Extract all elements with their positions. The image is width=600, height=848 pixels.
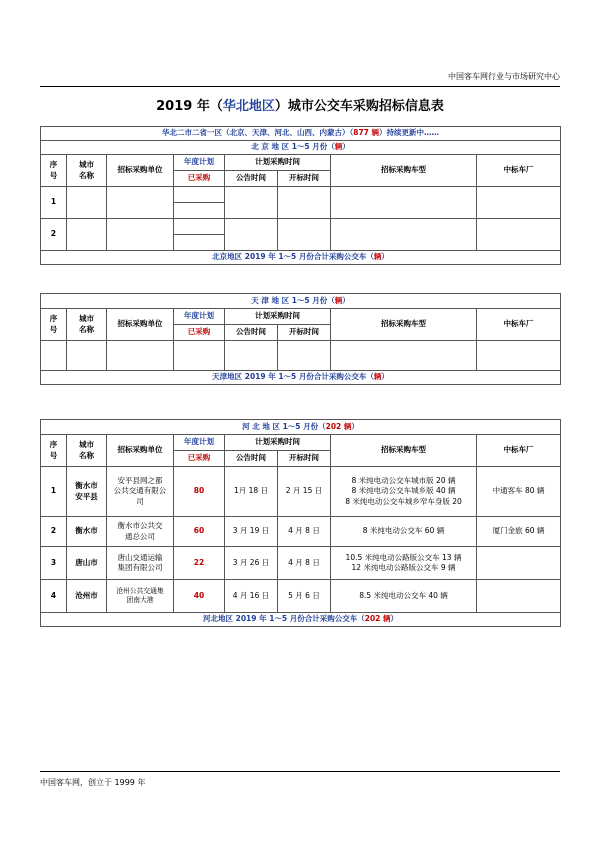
seq-cell: 1 bbox=[41, 467, 67, 517]
model-cell: 8.5 米纯电动公交车 40 辆 bbox=[331, 580, 477, 613]
announce-cell bbox=[225, 187, 278, 219]
beijing-total-count: 辆 bbox=[373, 252, 382, 262]
header-org: 中国客车网行业与市场研究中心 bbox=[448, 72, 560, 81]
qty-cell: 22 bbox=[174, 547, 225, 580]
footer-divider bbox=[40, 771, 560, 772]
col-city-l2: 名称 bbox=[79, 324, 94, 334]
col-announce: 公告时间 bbox=[225, 451, 278, 467]
col-model: 招标采购车型 bbox=[331, 155, 477, 187]
col-city-l1: 城市 bbox=[79, 160, 94, 170]
empty-cell bbox=[278, 341, 331, 371]
title-region: 华北地区 bbox=[222, 99, 275, 114]
table-row bbox=[41, 580, 561, 613]
open-cell bbox=[278, 219, 331, 251]
beijing-title-count: 辆 bbox=[334, 142, 343, 152]
col-city bbox=[67, 309, 107, 341]
hebei-title-count: 202 辆 bbox=[325, 421, 352, 431]
title-suffix: ）城市公交车采购招标信息表 bbox=[274, 99, 444, 114]
qty-cell: 80 bbox=[174, 467, 225, 517]
beijing-total bbox=[41, 251, 561, 265]
beijing-title-text: 北 京 地 区 1～5 月份（ bbox=[251, 142, 335, 152]
col-seq-l2: 号 bbox=[49, 450, 58, 460]
col-annual: 年度计划 bbox=[174, 155, 225, 171]
model-line: 8 米纯电动公交车城乡版 40 辆 bbox=[351, 486, 456, 496]
col-annual: 年度计划 bbox=[174, 435, 225, 451]
city-cell bbox=[67, 219, 107, 251]
hebei-total-text: 河北地区 2019 年 1～5 月份合计采购公交车（ bbox=[202, 614, 365, 624]
empty-cell bbox=[225, 341, 278, 371]
tianjin-total-count: 辆 bbox=[373, 372, 382, 382]
col-city-l1: 城市 bbox=[79, 440, 94, 450]
model-line: 8 米纯电动公交车城市版 20 辆 bbox=[351, 476, 456, 486]
summary-tail: ）持续更新中…… bbox=[379, 128, 440, 138]
col-winner: 中标车厂 bbox=[477, 155, 561, 187]
col-bought: 已采购 bbox=[174, 171, 225, 187]
unit-cell bbox=[107, 467, 174, 517]
title-prefix: 2019 年（ bbox=[156, 99, 223, 114]
unit-line: 安平县网之都 bbox=[117, 476, 163, 486]
col-city bbox=[67, 155, 107, 187]
city-cell bbox=[67, 187, 107, 219]
city-cell: 衡水市 bbox=[67, 517, 107, 547]
beijing-title-close: ） bbox=[342, 142, 350, 152]
col-open: 开标时间 bbox=[278, 451, 331, 467]
qty-cell bbox=[174, 235, 225, 251]
announce-cell: 3 月 26 日 bbox=[225, 547, 278, 580]
unit-line: 司 bbox=[136, 496, 144, 506]
col-plan: 计划采购时间 bbox=[225, 309, 331, 325]
tianjin-total-close: ） bbox=[381, 372, 389, 382]
col-model: 招标采购车型 bbox=[331, 309, 477, 341]
qty-cell bbox=[174, 187, 225, 203]
winner-cell bbox=[477, 547, 561, 580]
model-cell bbox=[331, 467, 477, 517]
col-city bbox=[67, 435, 107, 467]
hebei-title-close: ） bbox=[351, 421, 359, 431]
hebei-section-title bbox=[41, 420, 561, 435]
model-cell: 8 米纯电动公交车 60 辆 bbox=[331, 517, 477, 547]
col-seq-l2: 号 bbox=[49, 170, 58, 180]
tianjin-table bbox=[40, 293, 561, 385]
col-seq bbox=[41, 435, 67, 467]
col-winner: 中标车厂 bbox=[477, 435, 561, 467]
table-row bbox=[41, 547, 561, 580]
beijing-table bbox=[40, 126, 561, 265]
col-bought: 已采购 bbox=[174, 325, 225, 341]
model-cell bbox=[331, 187, 477, 219]
seq-cell: 2 bbox=[41, 517, 67, 547]
tianjin-total bbox=[41, 371, 561, 385]
col-city-l2: 名称 bbox=[79, 170, 94, 180]
model-line: 10.5 米纯电动公路版公交车 13 辆 bbox=[345, 552, 462, 562]
col-seq-l1: 序 bbox=[49, 440, 58, 450]
table-row bbox=[41, 467, 561, 517]
winner-cell bbox=[477, 219, 561, 251]
model-cell bbox=[331, 547, 477, 580]
announce-cell: 3 月 19 日 bbox=[225, 517, 278, 547]
open-cell bbox=[278, 187, 331, 219]
open-cell: 2 月 15 日 bbox=[278, 467, 331, 517]
qty-cell bbox=[174, 203, 225, 219]
unit-line: 唐山交通运输 bbox=[117, 552, 163, 562]
unit-cell bbox=[107, 187, 174, 219]
unit-line: 公共交通有限公 bbox=[113, 486, 167, 496]
col-seq-l1: 序 bbox=[49, 160, 58, 170]
winner-cell bbox=[477, 580, 561, 613]
col-city-l2: 名称 bbox=[79, 450, 94, 460]
col-city-l1: 城市 bbox=[79, 314, 94, 324]
hebei-total bbox=[41, 613, 561, 627]
tianjin-title-close: ） bbox=[342, 295, 350, 305]
hebei-table bbox=[40, 419, 561, 627]
col-open: 开标时间 bbox=[278, 325, 331, 341]
col-plan: 计划采购时间 bbox=[225, 435, 331, 451]
tianjin-title-count: 辆 bbox=[334, 295, 343, 305]
summary-line bbox=[41, 127, 561, 141]
announce-cell bbox=[225, 219, 278, 251]
unit-line: 衡水市公共交 bbox=[117, 521, 163, 531]
empty-cell bbox=[174, 341, 225, 371]
tianjin-total-text: 天津地区 2019 年 1～5 月份合计采购公交车（ bbox=[212, 372, 374, 382]
winner-cell bbox=[477, 187, 561, 219]
col-announce: 公告时间 bbox=[225, 171, 278, 187]
col-open: 开标时间 bbox=[278, 171, 331, 187]
unit-cell bbox=[107, 219, 174, 251]
col-annual: 年度计划 bbox=[174, 309, 225, 325]
hebei-total-count: 202 辆 bbox=[364, 614, 391, 624]
col-unit: 招标采购单位 bbox=[107, 435, 174, 467]
summary-text: 华北二市二省一区（北京、天津、河北、山西、内蒙古）（ bbox=[162, 128, 354, 138]
seq-cell: 2 bbox=[41, 219, 67, 251]
announce-cell: 1月 18 日 bbox=[225, 467, 278, 517]
unit-cell bbox=[107, 547, 174, 580]
empty-cell bbox=[67, 341, 107, 371]
col-unit: 招标采购单位 bbox=[107, 155, 174, 187]
winner-cell: 厦门金旅 60 辆 bbox=[477, 517, 561, 547]
city-cell: 沧州市 bbox=[67, 580, 107, 613]
model-line: 8 米纯电动公交车城乡窄车身版 20 bbox=[345, 496, 462, 506]
empty-cell bbox=[331, 341, 477, 371]
city-line: 衡水市 bbox=[75, 481, 98, 491]
col-winner: 中标车厂 bbox=[477, 309, 561, 341]
qty-cell: 60 bbox=[174, 517, 225, 547]
beijing-section-title bbox=[41, 141, 561, 155]
empty-cell bbox=[107, 341, 174, 371]
col-seq bbox=[41, 309, 67, 341]
open-cell: 4 月 8 日 bbox=[278, 547, 331, 580]
col-announce: 公告时间 bbox=[225, 325, 278, 341]
seq-cell: 3 bbox=[41, 547, 67, 580]
hebei-title-text: 河 北 地 区 1～5 月份（ bbox=[242, 421, 326, 431]
col-seq-l1: 序 bbox=[49, 314, 58, 324]
open-cell: 4 月 8 日 bbox=[278, 517, 331, 547]
unit-line: 集团有限公司 bbox=[117, 563, 163, 572]
summary-count: 877 辆 bbox=[353, 128, 380, 138]
qty-cell bbox=[174, 219, 225, 235]
col-model: 招标采购车型 bbox=[331, 435, 477, 467]
empty-cell bbox=[41, 341, 67, 371]
unit-cell bbox=[107, 517, 174, 547]
col-plan: 计划采购时间 bbox=[225, 155, 331, 171]
table-row bbox=[41, 517, 561, 547]
hebei-total-close: ） bbox=[390, 614, 399, 624]
model-cell bbox=[331, 219, 477, 251]
city-cell: 唐山市 bbox=[67, 547, 107, 580]
announce-cell: 4 月 16 日 bbox=[225, 580, 278, 613]
col-bought: 已采购 bbox=[174, 451, 225, 467]
unit-cell bbox=[107, 580, 174, 613]
empty-cell bbox=[477, 341, 561, 371]
model-line: 12 米纯电动公路版公交车 9 辆 bbox=[351, 563, 456, 572]
seq-cell: 1 bbox=[41, 187, 67, 219]
seq-cell: 4 bbox=[41, 580, 67, 613]
header-divider bbox=[40, 86, 560, 87]
unit-line: 团南大港 bbox=[126, 596, 154, 604]
tianjin-section-title bbox=[41, 294, 561, 309]
col-seq bbox=[41, 155, 67, 187]
footer-text: 中国客车网，创立于 1999 年 bbox=[40, 778, 146, 787]
city-cell bbox=[67, 467, 107, 517]
col-unit: 招标采购单位 bbox=[107, 309, 174, 341]
col-seq-l2: 号 bbox=[49, 324, 58, 334]
qty-cell: 40 bbox=[174, 580, 225, 613]
unit-line: 通总公司 bbox=[125, 531, 155, 541]
unit-line: 沧州公共交通集 bbox=[116, 586, 164, 595]
city-line: 安平县 bbox=[75, 491, 98, 501]
beijing-total-close: ） bbox=[381, 252, 389, 262]
tianjin-title-text: 天 津 地 区 1～5 月份（ bbox=[251, 295, 335, 305]
open-cell: 5 月 6 日 bbox=[278, 580, 331, 613]
winner-cell: 中通客车 80 辆 bbox=[477, 467, 561, 517]
page-title bbox=[0, 95, 600, 114]
beijing-total-text: 北京地区 2019 年 1～5 月份合计采购公交车（ bbox=[212, 252, 374, 262]
